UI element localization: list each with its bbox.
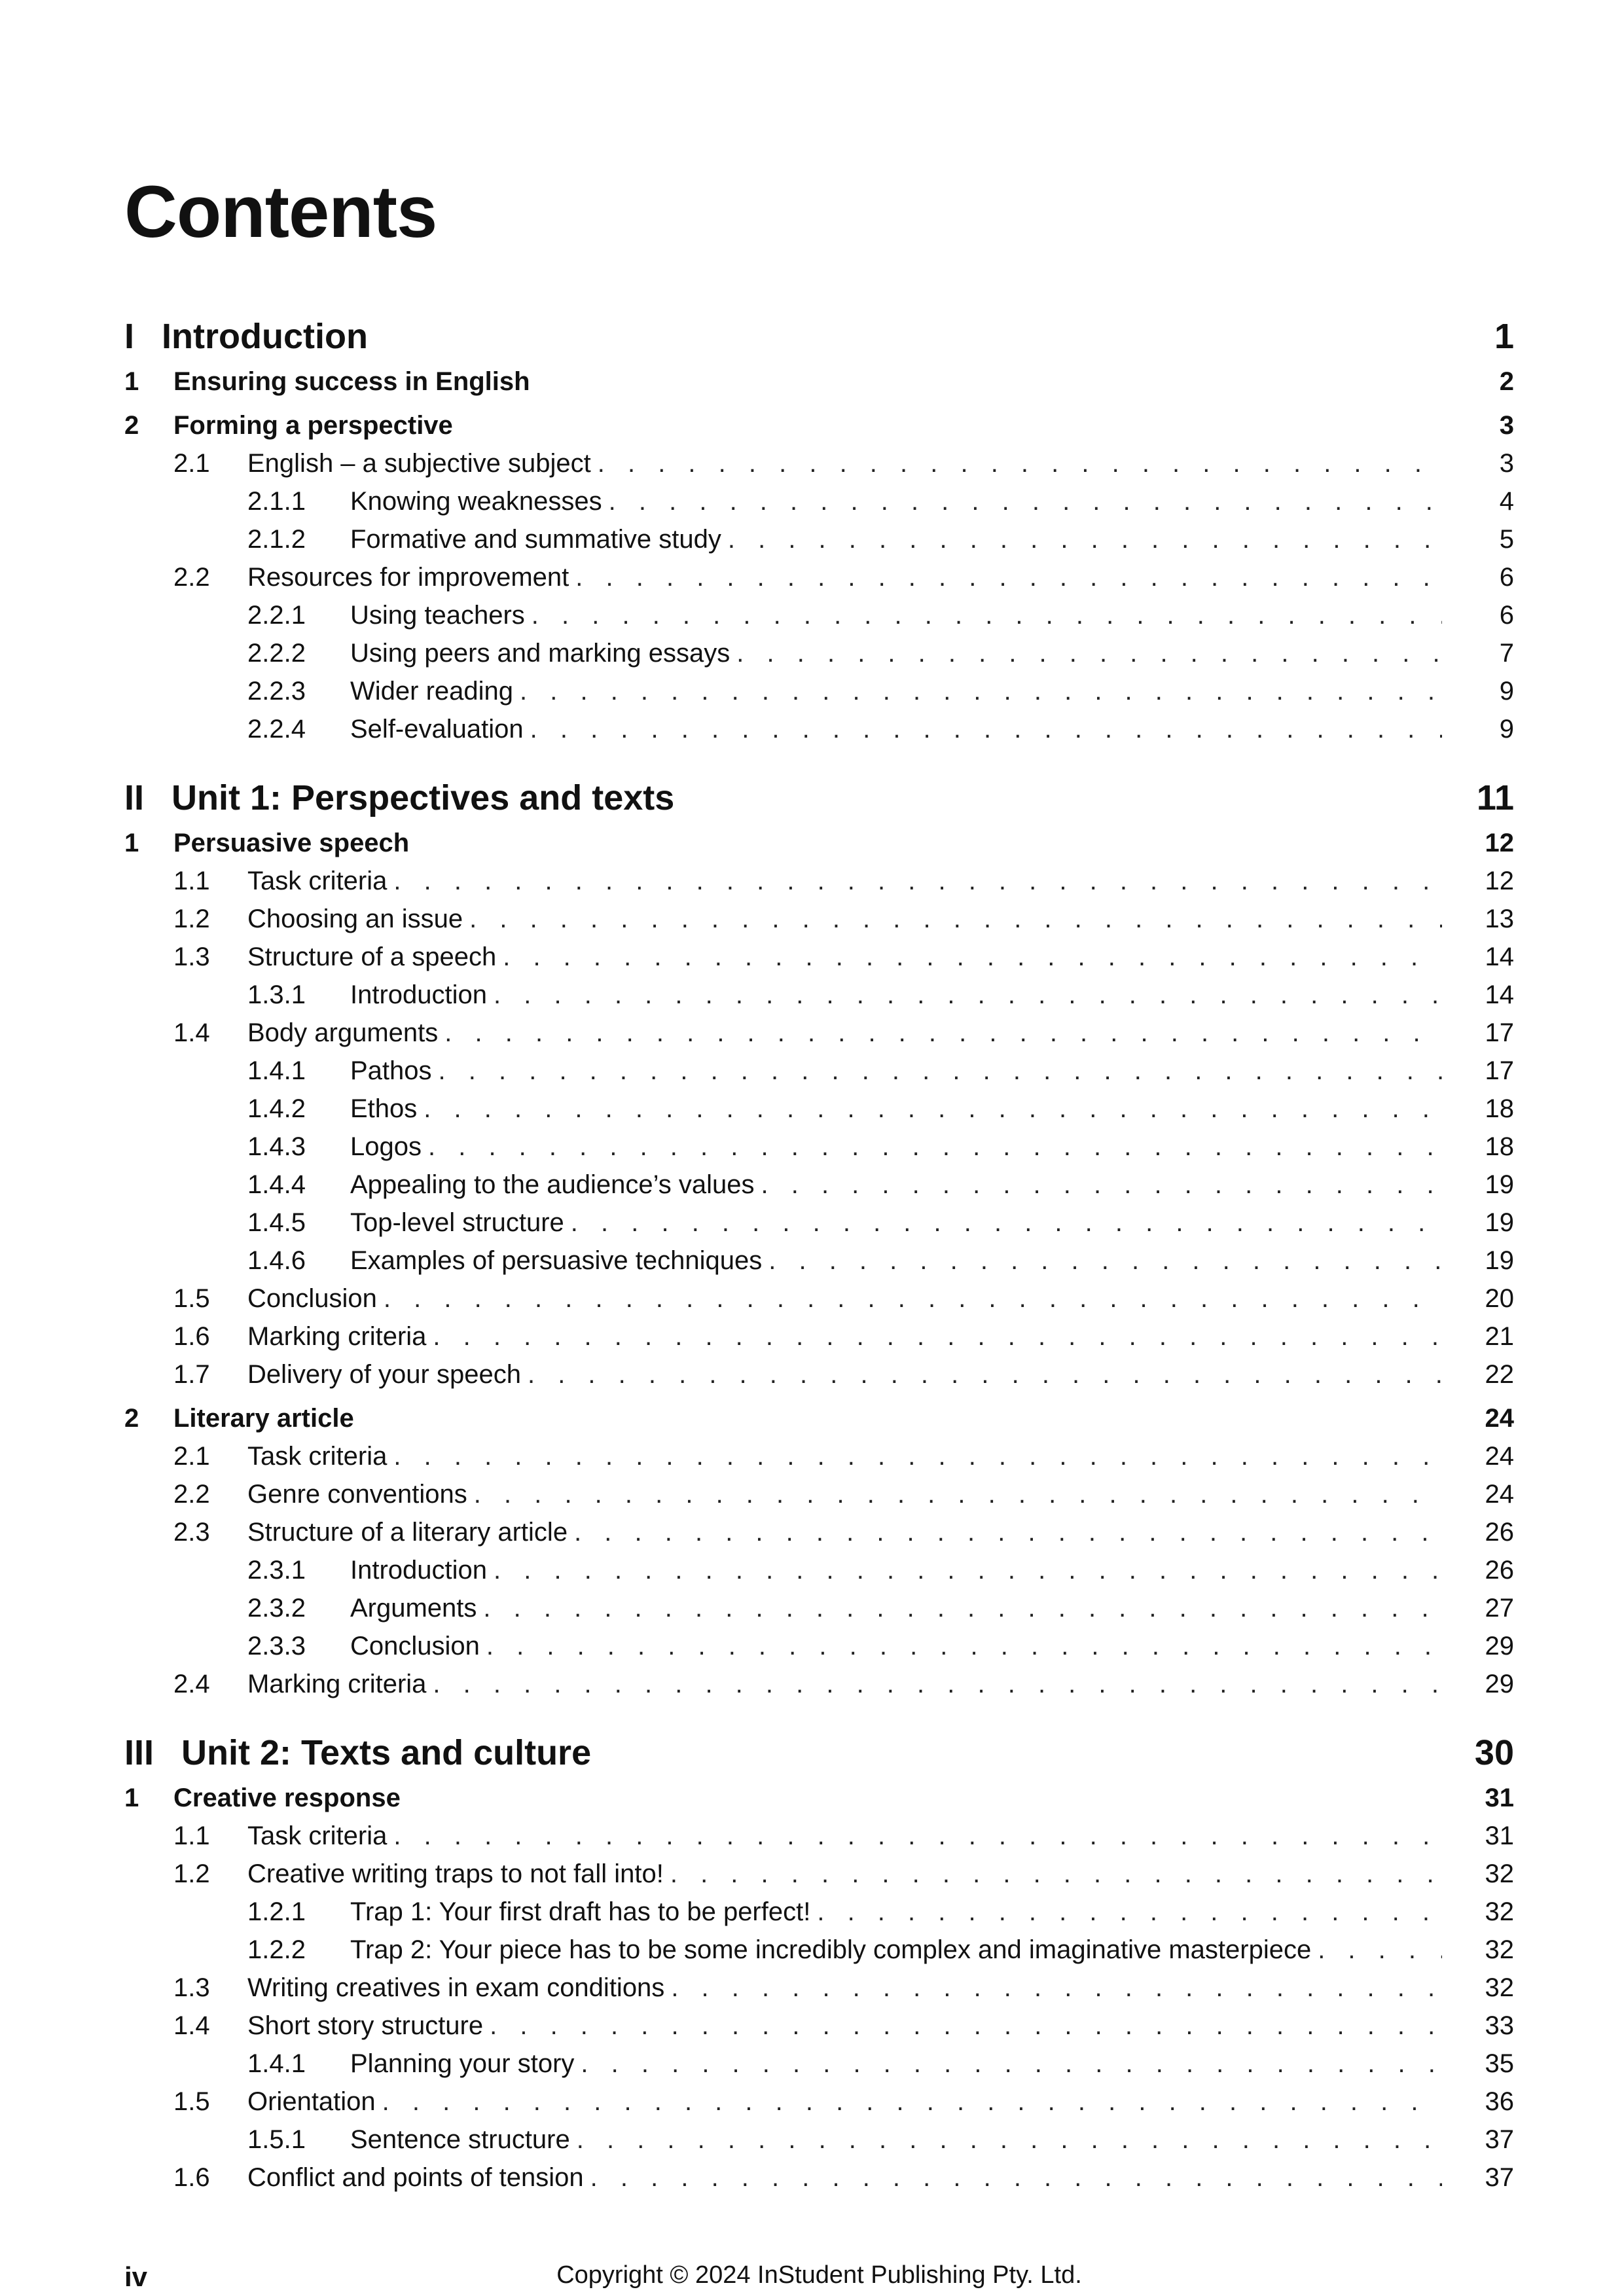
toc-entry-title: Genre conventions (247, 1480, 467, 1509)
toc-entry-title: Task criteria (247, 867, 388, 895)
dot-leader (736, 639, 1442, 669)
toc-entry-title: Resources for improvement (247, 563, 569, 592)
toc-entry-section[interactable] (124, 1973, 1514, 2011)
toc-entry-page: 32 (1485, 1935, 1514, 1964)
toc-entry-subsection[interactable] (124, 715, 1514, 753)
toc-entry-title: Writing creatives in exam conditions (247, 1973, 665, 2002)
toc-entry-number: 2.3.3 (247, 1632, 306, 1660)
toc-entry-page: 1 (1494, 317, 1514, 356)
toc-entry-page: 17 (1485, 1056, 1514, 1085)
toc-entry-number: 1.2 (173, 905, 210, 933)
toc-entry-page: 19 (1485, 1208, 1514, 1237)
toc-entry-number: 2.3.1 (247, 1556, 306, 1585)
toc-entry-page: 7 (1499, 639, 1514, 668)
toc-entry-number: 1 (124, 367, 139, 396)
toc-entry-page: 37 (1485, 2125, 1514, 2154)
toc-entry-page: 14 (1485, 980, 1514, 1009)
toc-entry-number: 1.2.2 (247, 1935, 306, 1964)
toc-entry-title: Knowing weaknesses (350, 487, 602, 516)
toc-entry-subsection[interactable] (124, 1594, 1514, 1632)
toc-entry-number: I (124, 317, 135, 356)
dot-leader (520, 677, 1442, 707)
toc-entry-title: Top-level structure (350, 1208, 564, 1237)
toc-entry-section[interactable] (124, 1670, 1514, 1708)
toc-entry-subsection[interactable] (124, 1056, 1514, 1094)
toc-entry-number: 2.1 (173, 1442, 210, 1471)
toc-entry-title: Logos (350, 1132, 422, 1161)
toc-entry-number: 1.5 (173, 1284, 210, 1313)
toc-entry-title: Introduction (350, 1556, 488, 1585)
toc-entry-subsection[interactable] (124, 639, 1514, 677)
dot-leader (503, 942, 1442, 973)
toc-entry-part[interactable] (124, 778, 1514, 825)
toc-entry-page: 17 (1485, 1018, 1514, 1047)
toc-entry-title: Planning your story (350, 2049, 575, 2078)
toc-entry-page: 19 (1485, 1246, 1514, 1275)
toc-entry-subsection[interactable] (124, 1170, 1514, 1208)
dot-leader (530, 715, 1442, 745)
toc-entry-part[interactable] (124, 1732, 1514, 1780)
toc-entry-page: 13 (1485, 905, 1514, 933)
toc-entry-subsection[interactable] (124, 1935, 1514, 1973)
toc-entry-number: 2.2.2 (247, 639, 306, 668)
toc-entry-section[interactable] (124, 1322, 1514, 1360)
toc-entry-page: 18 (1485, 1132, 1514, 1161)
toc-entry-section[interactable] (124, 942, 1514, 980)
toc-entry-subsection[interactable] (124, 2125, 1514, 2163)
toc-entry-title: Conflict and points of tension (247, 2163, 584, 2192)
dot-leader (761, 1170, 1443, 1200)
toc-entry-title: Creative writing traps to not fall into! (247, 1859, 664, 1888)
toc-entry-title: Using teachers (350, 601, 525, 630)
toc-entry-page: 3 (1499, 449, 1514, 478)
dot-leader (490, 2011, 1442, 2041)
toc-entry-section[interactable] (124, 2011, 1514, 2049)
dot-leader (571, 1208, 1442, 1238)
toc-entry-number: 1.7 (173, 1360, 210, 1389)
toc-entry-number: 1.6 (173, 1322, 210, 1351)
toc-entry-number: 1.4.5 (247, 1208, 306, 1237)
toc-entry-page: 31 (1485, 1821, 1514, 1850)
dot-leader (469, 905, 1442, 935)
toc-entry-title: Choosing an issue (247, 905, 463, 933)
toc-entry-title: Structure of a literary article (247, 1518, 568, 1547)
dot-leader (428, 1132, 1442, 1162)
dot-leader (728, 525, 1442, 555)
toc-entry-number: 1.4.1 (247, 1056, 306, 1085)
toc-entry-number: 2.1 (173, 449, 210, 478)
toc-entry-number: 2.3.2 (247, 1594, 306, 1623)
toc-entry-title: Formative and summative study (350, 525, 721, 554)
toc-entry-number: 1.5 (173, 2087, 210, 2116)
toc-entry-subsection[interactable] (124, 1897, 1514, 1935)
toc-entry-page: 4 (1499, 487, 1514, 516)
toc-entry-page: 9 (1499, 715, 1514, 744)
toc-entry-page: 27 (1485, 1594, 1514, 1623)
toc-entry-chapter[interactable] (124, 1784, 1514, 1821)
toc-entry-title: Unit 1: Perspectives and texts (171, 778, 675, 817)
dot-leader (817, 1897, 1442, 1928)
toc-entry-page: 3 (1499, 411, 1514, 440)
toc-entry-section[interactable] (124, 2087, 1514, 2125)
toc-entry-page: 9 (1499, 677, 1514, 706)
toc-entry-subsection[interactable] (124, 1132, 1514, 1170)
dot-leader (575, 563, 1442, 593)
toc-entry-number: 1.3 (173, 942, 210, 971)
toc-entry-title: Trap 1: Your first draft has to be perfect! (350, 1897, 811, 1926)
toc-entry-page: 36 (1485, 2087, 1514, 2116)
toc-entry-title: Sentence structure (350, 2125, 570, 2154)
toc-entry-section[interactable] (124, 1018, 1514, 1056)
dot-leader (577, 2125, 1442, 2155)
toc-entry-title: Unit 2: Texts and culture (181, 1733, 592, 1772)
toc-entry-title: Marking criteria (247, 1670, 427, 1698)
toc-entry-subsection[interactable] (124, 677, 1514, 715)
toc-entry-title: Examples of persuasive techniques (350, 1246, 763, 1275)
toc-entry-page: 24 (1485, 1480, 1514, 1509)
toc-entry-number: III (124, 1733, 154, 1772)
toc-entry-title: Task criteria (247, 1442, 388, 1471)
toc-entry-subsection[interactable] (124, 980, 1514, 1018)
dot-leader (474, 1480, 1442, 1510)
toc-entry-page: 6 (1499, 563, 1514, 592)
toc-entry-title: Delivery of your speech (247, 1360, 521, 1389)
toc-entry-page: 33 (1485, 2011, 1514, 2040)
dot-leader (433, 1322, 1442, 1352)
toc-entry-page: 14 (1485, 942, 1514, 971)
toc-entry-number: 1.2 (173, 1859, 210, 1888)
toc-entry-number: 1.3 (173, 1973, 210, 2002)
toc-entry-number: 1.4 (173, 1018, 210, 1047)
toc-entry-number: 2.4 (173, 1670, 210, 1698)
toc-entry-section[interactable] (124, 2163, 1514, 2201)
copyright-notice: Copyright © 2024 InStudent Publishing Pty. Ltd. (556, 2261, 1082, 2289)
toc-entry-number: 2.2.4 (247, 715, 306, 744)
toc-entry-title: Forming a perspective (173, 411, 453, 440)
dot-leader (528, 1360, 1442, 1390)
toc-entry-number: 2.2.3 (247, 677, 306, 706)
toc-entry-title: Ethos (350, 1094, 418, 1123)
toc-entry-title: Structure of a speech (247, 942, 497, 971)
toc-entry-section[interactable] (124, 1480, 1514, 1518)
dot-leader (393, 1821, 1442, 1852)
toc-entry-title: Conclusion (247, 1284, 377, 1313)
toc-entry-number: 1 (124, 1784, 139, 1812)
dot-leader (486, 1632, 1442, 1662)
toc-entry-title: Arguments (350, 1594, 477, 1623)
toc-entry-subsection[interactable] (124, 1632, 1514, 1670)
toc-entry-page: 19 (1485, 1170, 1514, 1199)
dot-leader (609, 487, 1442, 517)
toc-entry-number: 2.2.1 (247, 601, 306, 630)
toc-entry-title: Self-evaluation (350, 715, 524, 744)
toc-entry-title: Literary article (173, 1404, 354, 1433)
toc-entry-page: 2 (1499, 367, 1514, 396)
dot-leader (671, 1973, 1442, 2003)
toc-entry-subsection[interactable] (124, 1556, 1514, 1594)
toc-entry-page: 32 (1485, 1973, 1514, 2002)
dot-leader (598, 449, 1442, 479)
toc-entry-title: Orientation (247, 2087, 376, 2116)
toc-entry-number: 2 (124, 411, 139, 440)
toc-entry-page: 24 (1485, 1442, 1514, 1471)
toc-entry-title: Body arguments (247, 1018, 439, 1047)
toc-entry-title: Persuasive speech (173, 829, 410, 857)
toc-entry-page: 24 (1485, 1404, 1514, 1433)
toc-entry-part[interactable] (124, 316, 1514, 363)
toc-entry-number: 2.2 (173, 563, 210, 592)
toc-entry-section[interactable] (124, 1821, 1514, 1859)
toc-entry-section[interactable] (124, 867, 1514, 905)
toc-entry-chapter[interactable] (124, 829, 1514, 867)
toc-entry-subsection[interactable] (124, 525, 1514, 563)
toc-entry-number: 1.1 (173, 1821, 210, 1850)
page-title: Contents (124, 171, 437, 253)
toc-entry-title: Conclusion (350, 1632, 480, 1660)
toc-entry-section[interactable] (124, 1442, 1514, 1480)
dot-leader (384, 1284, 1442, 1314)
toc-entry-number: 1.2.1 (247, 1897, 306, 1926)
toc-entry-number: 1.4.4 (247, 1170, 306, 1199)
toc-entry-page: 12 (1485, 829, 1514, 857)
dot-leader (532, 601, 1442, 631)
dot-leader (590, 2163, 1442, 2193)
toc-entry-number: 1.1 (173, 867, 210, 895)
toc-entry-page: 35 (1485, 2049, 1514, 2078)
dot-leader (574, 1518, 1442, 1548)
toc-entry-title: Trap 2: Your piece has to be some incredibly complex and imaginative masterpiece (350, 1935, 1312, 1964)
toc-entry-title: Introduction (162, 317, 368, 356)
toc-entry-number: II (124, 778, 145, 817)
toc-entry-page: 22 (1485, 1360, 1514, 1389)
dot-leader (444, 1018, 1442, 1049)
toc-entry-title: Using peers and marking essays (350, 639, 731, 668)
dot-leader (494, 1556, 1442, 1586)
dot-leader (439, 1056, 1442, 1086)
toc-entry-title: Introduction (350, 980, 488, 1009)
dot-leader (424, 1094, 1442, 1124)
toc-entry-page: 32 (1485, 1859, 1514, 1888)
toc-entry-chapter[interactable] (124, 367, 1514, 405)
toc-entry-number: 1 (124, 829, 139, 857)
toc-entry-number: 2 (124, 1404, 139, 1433)
toc-entry-number: 1.4.1 (247, 2049, 306, 2078)
toc-entry-number: 1.4.3 (247, 1132, 306, 1161)
toc-entry-page: 26 (1485, 1518, 1514, 1547)
toc-entry-title: Creative response (173, 1784, 401, 1812)
toc-entry-section[interactable] (124, 449, 1514, 487)
toc-entry-page: 37 (1485, 2163, 1514, 2192)
toc-entry-page: 6 (1499, 601, 1514, 630)
toc-entry-subsection[interactable] (124, 1208, 1514, 1246)
toc-entry-page: 5 (1499, 525, 1514, 554)
dot-leader (382, 2087, 1442, 2117)
toc-entry-page: 18 (1485, 1094, 1514, 1123)
toc-entry-chapter[interactable] (124, 1404, 1514, 1442)
toc-entry-title: Pathos (350, 1056, 432, 1085)
dot-leader (393, 1442, 1442, 1472)
toc-entry-number: 1.4 (173, 2011, 210, 2040)
toc-entry-section[interactable] (124, 1859, 1514, 1897)
page-number: iv (124, 2261, 148, 2292)
toc-entry-number: 1.5.1 (247, 2125, 306, 2154)
toc-entry-title: Wider reading (350, 677, 514, 706)
toc-entry-subsection[interactable] (124, 1246, 1514, 1284)
dot-leader (670, 1859, 1442, 1890)
toc-entry-title: Marking criteria (247, 1322, 427, 1351)
toc-entry-subsection[interactable] (124, 1094, 1514, 1132)
toc-entry-title: Appealing to the audience’s values (350, 1170, 755, 1199)
toc-entry-section[interactable] (124, 905, 1514, 942)
dot-leader (483, 1594, 1442, 1624)
toc-entry-page: 20 (1485, 1284, 1514, 1313)
toc-entry-page: 31 (1485, 1784, 1514, 1812)
page-footer (124, 2261, 1514, 2294)
toc-entry-page: 26 (1485, 1556, 1514, 1585)
toc-entry-page: 29 (1485, 1632, 1514, 1660)
dot-leader (1318, 1935, 1442, 1965)
dot-leader (494, 980, 1442, 1011)
dot-leader (581, 2049, 1442, 2079)
toc-entry-number: 2.2 (173, 1480, 210, 1509)
toc-entry-number: 1.6 (173, 2163, 210, 2192)
toc-entry-number: 1.4.2 (247, 1094, 306, 1123)
toc-entry-page: 29 (1485, 1670, 1514, 1698)
toc-entry-page: 21 (1485, 1322, 1514, 1351)
toc-entry-section[interactable] (124, 563, 1514, 601)
toc-entry-number: 1.3.1 (247, 980, 306, 1009)
toc-entry-chapter[interactable] (124, 411, 1514, 449)
dot-leader (433, 1670, 1442, 1700)
toc-entry-number: 2.3 (173, 1518, 210, 1547)
toc-entry-number: 2.1.1 (247, 487, 306, 516)
toc-entry-subsection[interactable] (124, 2049, 1514, 2087)
toc-entry-title: Task criteria (247, 1821, 388, 1850)
dot-leader (393, 867, 1442, 897)
toc-entry-subsection[interactable] (124, 601, 1514, 639)
toc-entry-title: Ensuring success in English (173, 367, 530, 396)
toc-entry-title: Short story structure (247, 2011, 484, 2040)
toc-entry-title: English – a subjective subject (247, 449, 591, 478)
toc-entry-section[interactable] (124, 1360, 1514, 1398)
toc-entry-section[interactable] (124, 1518, 1514, 1556)
toc-entry-page: 32 (1485, 1897, 1514, 1926)
toc-entry-page: 30 (1474, 1733, 1514, 1772)
dot-leader (768, 1246, 1442, 1276)
toc-entry-page: 11 (1476, 778, 1514, 817)
toc-entry-number: 1.4.6 (247, 1246, 306, 1275)
toc-entry-section[interactable] (124, 1284, 1514, 1322)
toc-entry-number: 2.1.2 (247, 525, 306, 554)
toc-entry-page: 12 (1485, 867, 1514, 895)
toc-entry-subsection[interactable] (124, 487, 1514, 525)
